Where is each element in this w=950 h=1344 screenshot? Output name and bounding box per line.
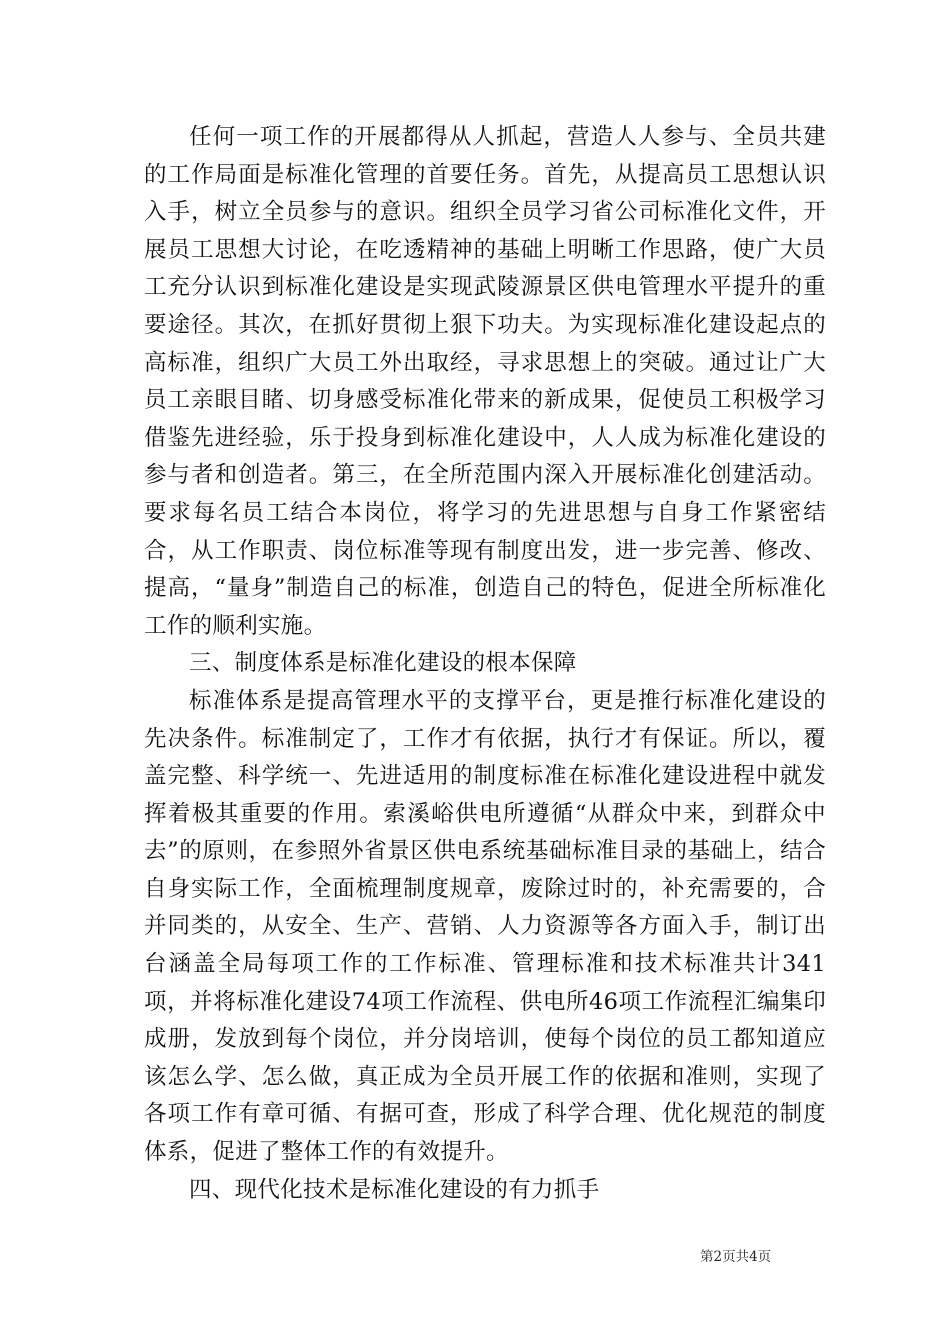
- section-heading-3: 三、制度体系是标准化建设的根本保障: [189, 650, 577, 677]
- page-number-footer: 第2页共4页: [700, 1249, 772, 1265]
- section-heading-4: 四、现代化技术是标准化建设的有力抓手: [189, 1176, 600, 1203]
- document-body: [144, 119, 826, 1209]
- paragraph-staff-participation: 任何一项工作的开展都得从人抓起，营造人人参与、全员共建的工作局面是标准化管理的首要任务。首先，从提高员工思想认识入手，树立全员参与的意识。组织全员学习省公司标准化文件，开展员工思想大讨论，在吃透精神的基础上明晰工作思路，使广大员工充分认识到标准化建设是实现武陵源景区供电管理水平提升的重要途径。其次，在抓好贯彻上狠下功夫。为实现标准化建设起点的高标准，组织广大员工外出取经，寻求思想上的突破。通过让广大员工亲眼目睹、切身感受标准化带来的新成果，促使员工积极学习借鉴先进经验，乐于投身到标准化建设中，人人成为标准化建设的参与者和创造者。第三，在全所范围内深入开展标准化创建活动。要求每名员工结合本岗位，将学习的先进思想与自身工作紧密结合，从工作职责、岗位标准等现有制度出发，进一步完善、修改、提高，“量身”制造自己的标准，创造自己的特色，促进全所标准化工作的顺利实施。: [144, 124, 826, 639]
- paragraph-standard-system: 标准体系是提高管理水平的支撑平台，更是推行标准化建设的先决条件。标准制定了，工作才有依据，执行才有保证。所以，覆盖完整、科学统一、先进适用的制度标准在标准化建设进程中就发挥着极其重要的作用。索溪峪供电所遵循“从群众中来，到群众中去”的原则，在参照外省景区供电系统基础标准目录的基础上，结合自身实际工作，全面梳理制度规章，废除过时的，补充需要的，合并同类的，从安全、生产、营销、人力资源等各方面入手，制订出台涵盖全局每项工作的工作标准、管理标准和技术标准共计341项，并将标准化建设74项工作流程、供电所46项工作流程汇编集印成册，发放到每个岗位，并分岗培训，使每个岗位的员工都知道应该怎么学、怎么做，真正成为全员开展工作的依据和准则，实现了各项工作有章可循、有据可查，形成了科学合理、优化规范的制度体系，促进了整体工作的有效提升。: [144, 687, 826, 1166]
